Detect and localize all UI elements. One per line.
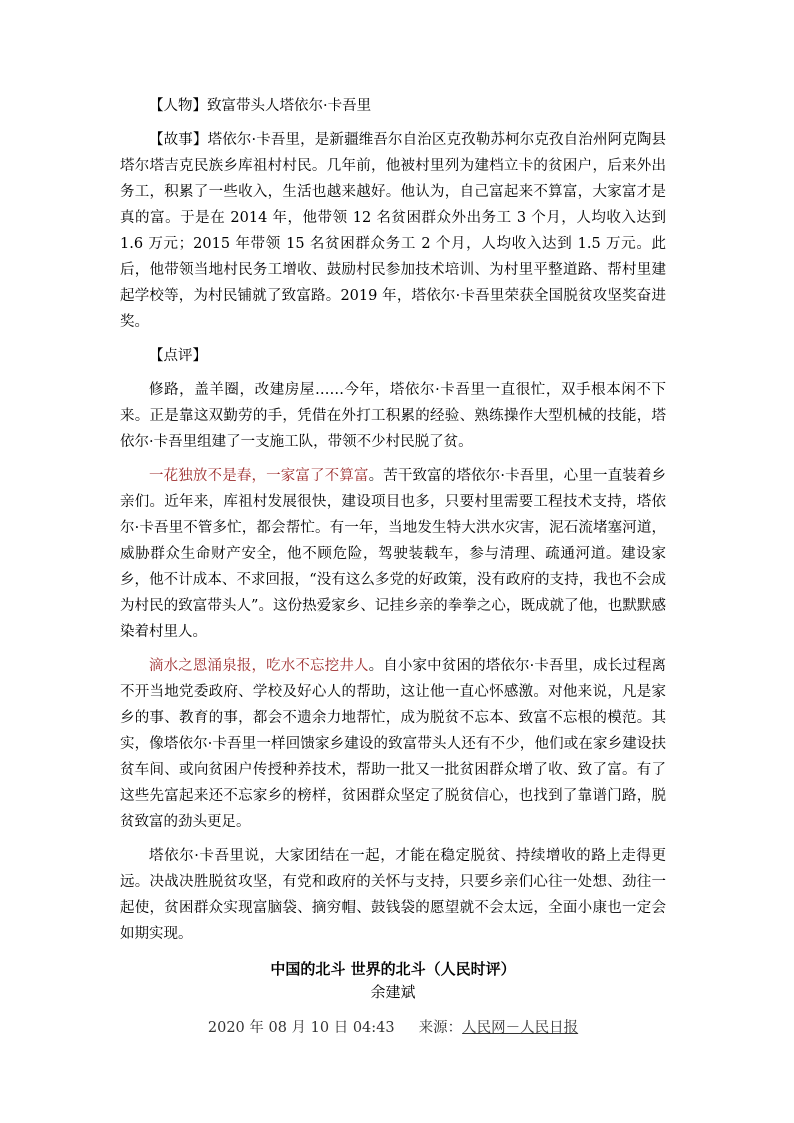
article-body — [120, 93, 666, 1039]
comment-paragraph-2 — [120, 463, 666, 645]
person-heading: 【人物】致富带头人塔依尔·卡吾里 — [149, 98, 372, 114]
next-article-title: 中国的北斗 世界的北斗（人民时评） — [270, 960, 516, 978]
comment-paragraph-4: 塔依尔·卡吾里说，大家团结在一起，才能在稳定脱贫、持续增收的路上走得更远。决战决胜脱贫攻坚，有党和政府的关怀与支持，只要乡亲们心往一处想、劲往一起使，贫困群众实现富脑袋、摘穷帽、鼓钱袋的愿望就不会太远，全面小康也一定会如期实现。 — [120, 848, 666, 942]
comment-paragraph-3 — [120, 653, 666, 835]
highlight-phrase-2: 滴水之恩涌泉报，吃水不忘挖井人 — [149, 658, 369, 674]
comment-heading: 【点评】 — [149, 348, 207, 364]
story-text: 塔依尔·卡吾里，是新疆维吾尔自治区克孜勒苏柯尔克孜自治州阿克陶县塔尔塔吉克民族乡库祖村村民。几年前，他被村里列为建档立卡的贫困户，后来外出务工，积累了一些收入，生活也越来越好。他认为，自己富起来不算富，大家富才是真的富。于是在 2014 年，他带领 12 名贫困群众外出务工 3 个月，人均收入达到 1.6 万元；2015 年带领 15 名贫困群众务工 2 个月，人均收入达到 1.5 万元。此后，他带领当地村民务工增收、鼓励村民参加技术培训、为村里平整道路、帮村里建起学校等，为村民铺就了致富路。2019 年，塔依尔·卡吾里荣获全国脱贫攻坚奖奋进奖。 — [120, 132, 667, 330]
next-article-meta — [120, 1017, 666, 1039]
highlight-phrase-1: 一花独放不是春，一家富了不算富 — [149, 468, 369, 484]
comment-paragraph-2-text: 。苦干致富的塔依尔·卡吾里，心里一直装着乡亲们。近年来，库祖村发展很快，建设项目也多，只要村里需要工程技术支持，塔依尔·卡吾里不管多忙，都会帮忙。有一年，当地发生特大洪水灾害，泥石流堵塞河道，威胁群众生命财产安全，他不顾危险，驾驶装载车，参与清理、疏通河道。建设家乡，他不计成本、不求回报，“没有这么多党的好政策，没有政府的支持，我也不会成为村民的致富带头人”。这份热爱家乡、记挂乡亲的拳拳之心，既成就了他，也默默感染着村里人。 — [120, 468, 667, 640]
source-link[interactable]: 人民网－人民日报 — [462, 1020, 579, 1036]
story-label: 【故事】 — [149, 132, 208, 148]
source-label: 来源： — [418, 1020, 463, 1036]
story-paragraph — [120, 127, 666, 335]
next-article-header — [120, 957, 666, 1039]
comment-paragraph-1: 修路，盖羊圈，改建房屋……今年，塔依尔·卡吾里一直很忙，双手根本闲不下来。正是靠这双勤劳的手，凭借在外打工积累的经验、熟练操作大型机械的技能，塔依尔·卡吾里组建了一支施工队，带领不少村民脱了贫。 — [120, 382, 666, 450]
comment-paragraph-3-text: 。自小家中贫困的塔依尔·卡吾里，成长过程离不开当地党委政府、学校及好心人的帮助，这让他一直心怀感激。对他来说，凡是家乡的事、教育的事，都会不遗余力地帮忙，成为脱贫不忘本、致富不忘根的模范。其实，像塔依尔·卡吾里一样回馈家乡建设的致富带头人还有不少，他们或在家乡建设扶贫车间、或向贫困户传授种养技术，帮助一批又一批贫困群众增了收、致了富。有了这些先富起来还不忘家乡的榜样，贫困群众坚定了脱贫信心，也找到了靠谱门路，脱贫致富的劲头更足。 — [120, 658, 667, 830]
next-article-author: 余建斌 — [370, 983, 416, 1001]
publish-datetime: 2020 年 08 月 10 日 04:43 — [207, 1020, 395, 1036]
